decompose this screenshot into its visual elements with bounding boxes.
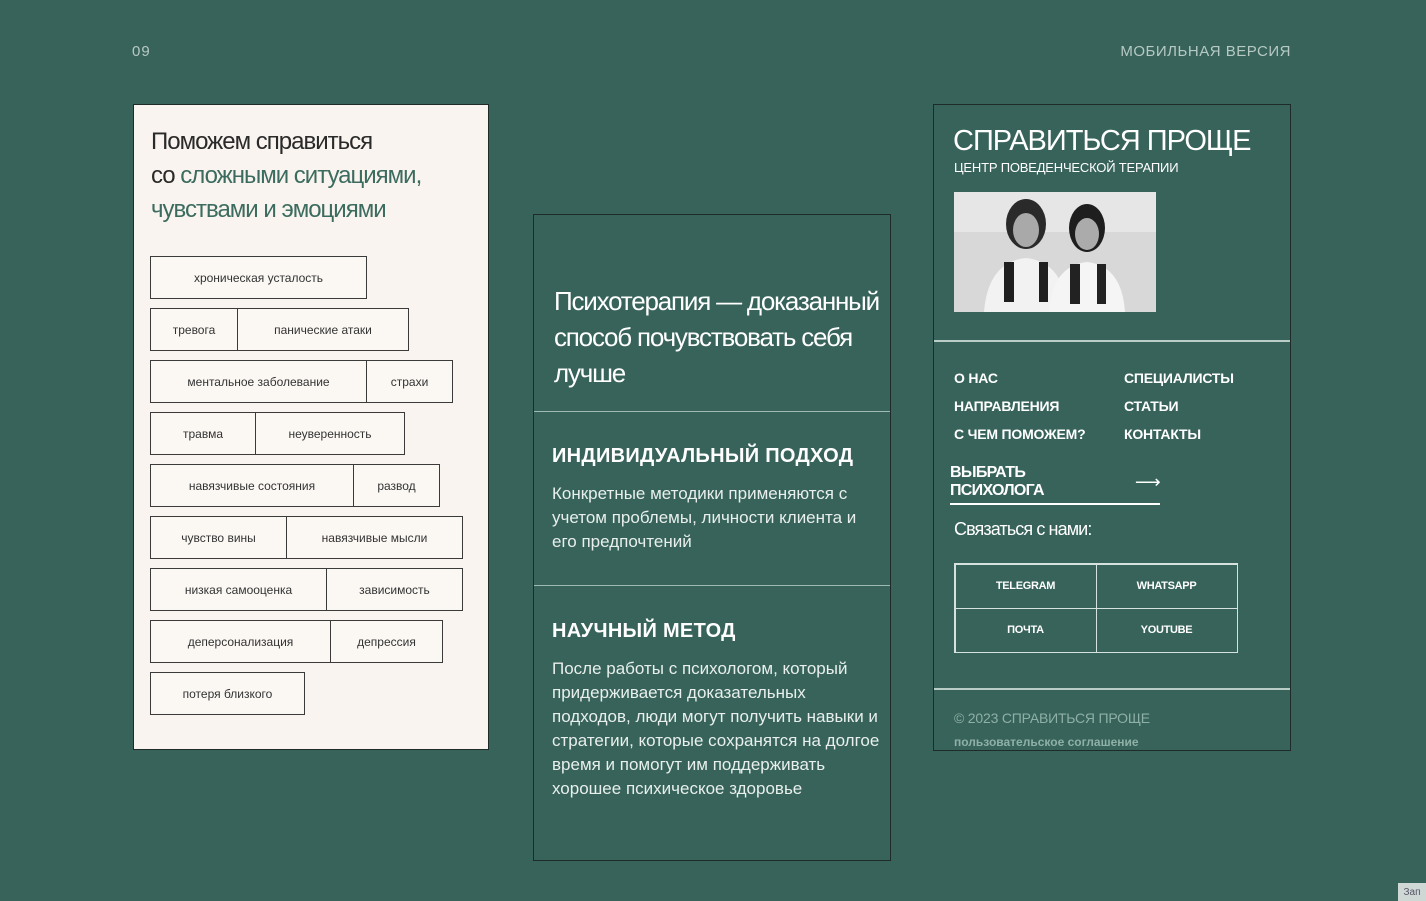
section-text-scientific: После работы с психологом, который придерживается доказательных подходов, люди могут получить навыки и стратегии, которые сохранятся на долгое время и помогут им поддерживать хорошее психическое здоровье [552, 659, 880, 798]
section-title-individual: ИНДИВИДУАЛЬНЫЙ ПОДХОД [552, 445, 854, 467]
youtube-button[interactable]: YOUTUBE [1096, 608, 1238, 653]
problems-heading [151, 125, 481, 227]
whatsapp-button[interactable]: WHATSAPP [1096, 564, 1238, 609]
nav-specialists[interactable]: СПЕЦИАЛИСТЫ [1124, 370, 1234, 386]
tag-depersonalization[interactable]: деперсонализация [150, 620, 331, 663]
heading-line1: Поможем справиться [151, 128, 373, 155]
tag-depression[interactable]: депрессия [331, 620, 443, 663]
tag-mental-illness[interactable]: ментальное заболевание [150, 360, 367, 403]
tag-guilt[interactable]: чувство вины [150, 516, 287, 559]
tag-panic-attacks[interactable]: панические атаки [238, 308, 409, 351]
choose-psychologist-link[interactable] [950, 464, 1160, 505]
social-links [954, 563, 1238, 653]
team-photo [954, 192, 1156, 312]
brand-logo[interactable]: СПРАВИТЬСЯ ПРОЩЕ [953, 125, 1251, 157]
contact-title: Связаться с нами: [954, 519, 1092, 539]
page-number: 09 [132, 43, 151, 60]
heading-accent1: сложными ситуациями, [180, 162, 422, 189]
problems-card [133, 104, 489, 750]
tag-obsessive-thoughts[interactable]: навязчивые мысли [287, 516, 463, 559]
nav-articles[interactable]: СТАТЬИ [1124, 398, 1179, 414]
section-label: МОБИЛЬНАЯ ВЕРСИЯ [1120, 43, 1291, 60]
section-title-scientific: НАУЧНЫЙ МЕТОД [552, 620, 736, 642]
nav-directions[interactable]: НАПРАВЛЕНИЯ [954, 398, 1060, 414]
divider [534, 585, 890, 586]
divider [934, 340, 1290, 342]
telegram-button[interactable]: TELEGRAM [955, 564, 1097, 609]
tag-anxiety[interactable]: тревога [150, 308, 238, 351]
tag-chronic-fatigue[interactable]: хроническая усталость [150, 256, 367, 299]
heading-accent2: чувствами и эмоциями [151, 196, 386, 223]
tag-loss[interactable]: потеря близкого [150, 672, 305, 715]
problem-tags [150, 256, 480, 724]
tag-trauma[interactable]: травма [150, 412, 256, 455]
nav-contacts[interactable]: КОНТАКТЫ [1124, 426, 1201, 442]
tag-addiction[interactable]: зависимость [327, 568, 463, 611]
benefits-headline: Психотерапия — доказанный способ почувствовать себя лучше [554, 286, 879, 388]
tag-low-self-esteem[interactable]: низкая самооценка [150, 568, 327, 611]
email-button[interactable]: ПОЧТА [955, 608, 1097, 653]
tag-divorce[interactable]: развод [354, 464, 440, 507]
tag-insecurity[interactable]: неуверенность [256, 412, 405, 455]
divider [534, 411, 890, 412]
arrow-right-icon: ⟶ [1134, 471, 1160, 492]
terms-link[interactable]: пользовательское соглашение [954, 735, 1139, 749]
brand-subtitle: ЦЕНТР ПОВЕДЕНЧЕСКОЙ ТЕРАПИИ [954, 160, 1179, 175]
benefits-card [533, 214, 891, 861]
section-text-individual: Конкретные методики применяются с учетом проблемы, личности клиента и его предпочтений [552, 484, 857, 551]
nav-what-we-help[interactable]: С ЧЕМ ПОМОЖЕМ? [954, 426, 1086, 442]
tag-obsessive-states[interactable]: навязчивые состояния [150, 464, 354, 507]
corner-badge[interactable]: Зап [1398, 883, 1426, 901]
nav-left-column [954, 364, 1085, 448]
cta-label: ВЫБРАТЬ ПСИХОЛОГА [950, 464, 1044, 499]
divider [934, 688, 1290, 690]
nav-about[interactable]: О НАС [954, 370, 998, 386]
mobile-menu-card [933, 104, 1291, 751]
copyright: © 2023 СПРАВИТЬСЯ ПРОЩЕ [954, 710, 1150, 726]
nav-right-column [1124, 364, 1234, 448]
heading-prefix: со [151, 162, 181, 189]
tag-fears[interactable]: страхи [367, 360, 453, 403]
